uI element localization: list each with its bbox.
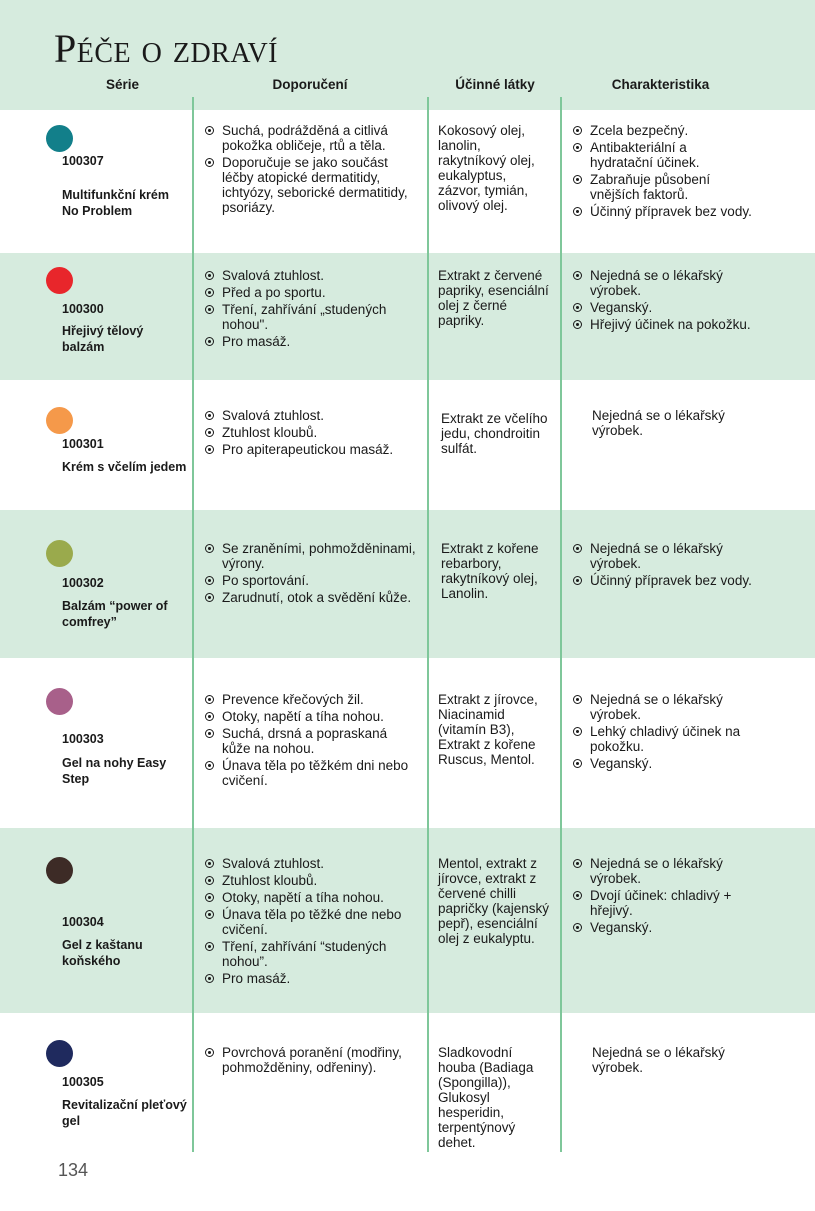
page-title: Péče o zdraví: [54, 26, 279, 71]
list-item: Tření, zahřívání “studených nohou”.: [204, 939, 419, 969]
list-item: Otoky, napětí a tíha nohou.: [204, 709, 419, 724]
recommendation-list: [204, 692, 419, 790]
table-row: [0, 658, 815, 828]
list-item: Lehký chladivý účinek na pokožku.: [572, 724, 752, 754]
column-header-characteristics: Charakteristika: [611, 77, 710, 92]
list-item: Veganský.: [572, 756, 752, 771]
ingredients-text: Sladkovodní houba (Badiaga (Spongilla)), Glukosyl hesperidin, terpentýnový dehet.: [438, 1045, 534, 1150]
characteristics-list: [572, 268, 752, 334]
list-item: Otoky, napětí a tíha nohou.: [204, 890, 419, 905]
color-swatch: [46, 407, 73, 434]
list-item: Veganský.: [572, 300, 752, 315]
product-code: 100304: [62, 915, 104, 929]
ingredients-text: Extrakt z červené papriky, esenciální olej z černé papriky.: [438, 268, 549, 328]
characteristics-text: Nejedná se o lékařský výrobek.: [592, 408, 725, 438]
list-item: Svalová ztuhlost.: [204, 268, 419, 283]
recommendation-list: [204, 268, 419, 351]
product-name: Krém s včelím jedem: [62, 460, 187, 474]
product-name: Revitalizační pleťový gel: [62, 1098, 187, 1128]
list-item: Ztuhlost kloubů.: [204, 425, 419, 440]
list-item: Se zraněními, pohmožděninami, výrony.: [204, 541, 419, 571]
list-item: Únava těla po těžkém dni nebo cvičení.: [204, 758, 419, 788]
list-item: Únava těla po těžké dne nebo cvičení.: [204, 907, 419, 937]
table-row: [0, 253, 815, 380]
ingredients-text: Extrakt z jírovce, Niacinamid (vitamín B3), Extrakt z kořene Ruscus, Mentol.: [438, 692, 538, 767]
column-divider: [192, 97, 194, 1152]
color-swatch: [46, 1040, 73, 1067]
recommendation-list: [204, 541, 419, 607]
list-item: Tření, zahřívání „studených nohou".: [204, 302, 419, 332]
product-name: Hřejivý tělový balzám: [62, 324, 144, 354]
list-item: Zarudnutí, otok a svědění kůže.: [204, 590, 419, 605]
list-item: Nejedná se o lékařský výrobek.: [572, 692, 752, 722]
recommendation-list: [204, 856, 419, 988]
recommendation-list: [204, 1045, 419, 1077]
product-code: 100307: [62, 154, 104, 168]
table-row: [0, 110, 815, 253]
list-item: Účinný přípravek bez vody.: [572, 573, 752, 588]
product-code: 100302: [62, 576, 104, 590]
column-header-recommendation: Doporučení: [272, 77, 348, 92]
column-divider: [560, 97, 562, 1152]
list-item: Nejedná se o lékařský výrobek.: [572, 541, 752, 571]
list-item: Svalová ztuhlost.: [204, 856, 419, 871]
list-item: Veganský.: [572, 920, 752, 935]
product-name: Balzám “power of comfrey”: [62, 599, 168, 629]
product-name: Multifunkční krém No Problem: [62, 188, 169, 218]
list-item: Povrchová poranění (modřiny, pohmožděniny, odřeniny).: [204, 1045, 419, 1075]
list-item: Suchá, podrážděná a citlivá pokožka obličeje, rtů a těla.: [204, 123, 419, 153]
color-swatch: [46, 857, 73, 884]
list-item: Pro apiterapeutickou masáž.: [204, 442, 419, 457]
table-row: [0, 1013, 815, 1153]
list-item: Zabraňuje působení vnějších faktorů.: [572, 172, 752, 202]
list-item: Dvojí účinek: chladivý + hřejivý.: [572, 888, 752, 918]
product-code: 100301: [62, 437, 104, 451]
list-item: Pro masáž.: [204, 971, 419, 986]
list-item: Nejedná se o lékařský výrobek.: [572, 856, 752, 886]
list-item: Zcela bezpečný.: [572, 123, 752, 138]
list-item: Ztuhlost kloubů.: [204, 873, 419, 888]
list-item: Účinný přípravek bez vody.: [572, 204, 752, 219]
column-divider: [427, 97, 429, 1152]
characteristics-list: [572, 856, 752, 937]
table-row: [0, 828, 815, 1013]
characteristics-text: Nejedná se o lékařský výrobek.: [592, 1045, 725, 1075]
ingredients-text: Extrakt z kořene rebarbory, rakytníkový olej, Lanolin.: [441, 541, 539, 601]
ingredients-text: Mentol, extrakt z jírovce, extrakt z červené chilli papričky (kajenský pepř), esenciální olej z eukalyptu.: [438, 856, 550, 946]
characteristics-list: [572, 692, 752, 773]
product-code: 100300: [62, 302, 104, 316]
list-item: Nejedná se o lékařský výrobek.: [572, 268, 752, 298]
column-header-series: Série: [105, 77, 140, 92]
recommendation-list: [204, 123, 419, 217]
list-item: Doporučuje se jako součást léčby atopické dermatitidy, ichtyózy, seborické dermatitidy, psoriázy.: [204, 155, 419, 215]
characteristics-list: [572, 541, 752, 590]
color-swatch: [46, 540, 73, 567]
list-item: Před a po sportu.: [204, 285, 419, 300]
ingredients-text: Extrakt ze včelího jedu, chondroitin sulfát.: [441, 411, 548, 456]
list-item: Antibakteriální a hydratační účinek.: [572, 140, 752, 170]
characteristics-list: [572, 123, 752, 221]
product-code: 100303: [62, 732, 104, 746]
table-row: [0, 510, 815, 658]
product-name: Gel z kaštanu koňského: [62, 938, 143, 968]
list-item: Po sportování.: [204, 573, 419, 588]
column-header-ingredients: Účinné látky: [455, 77, 535, 92]
color-swatch: [46, 267, 73, 294]
list-item: Prevence křečových žil.: [204, 692, 419, 707]
table-row: [0, 380, 815, 510]
page-number: 134: [58, 1160, 89, 1180]
color-swatch: [46, 125, 73, 152]
product-name: Gel na nohy Easy Step: [62, 756, 167, 786]
ingredients-text: Kokosový olej, lanolin, rakytníkový olej, eukalyptus, zázvor, tymián, olivový olej.: [438, 123, 535, 213]
recommendation-list: [204, 408, 419, 459]
list-item: Suchá, drsná a popraskaná kůže na nohou.: [204, 726, 419, 756]
list-item: Svalová ztuhlost.: [204, 408, 419, 423]
color-swatch: [46, 688, 73, 715]
list-item: Hřejivý účinek na pokožku.: [572, 317, 752, 332]
list-item: Pro masáž.: [204, 334, 419, 349]
product-code: 100305: [62, 1075, 104, 1089]
